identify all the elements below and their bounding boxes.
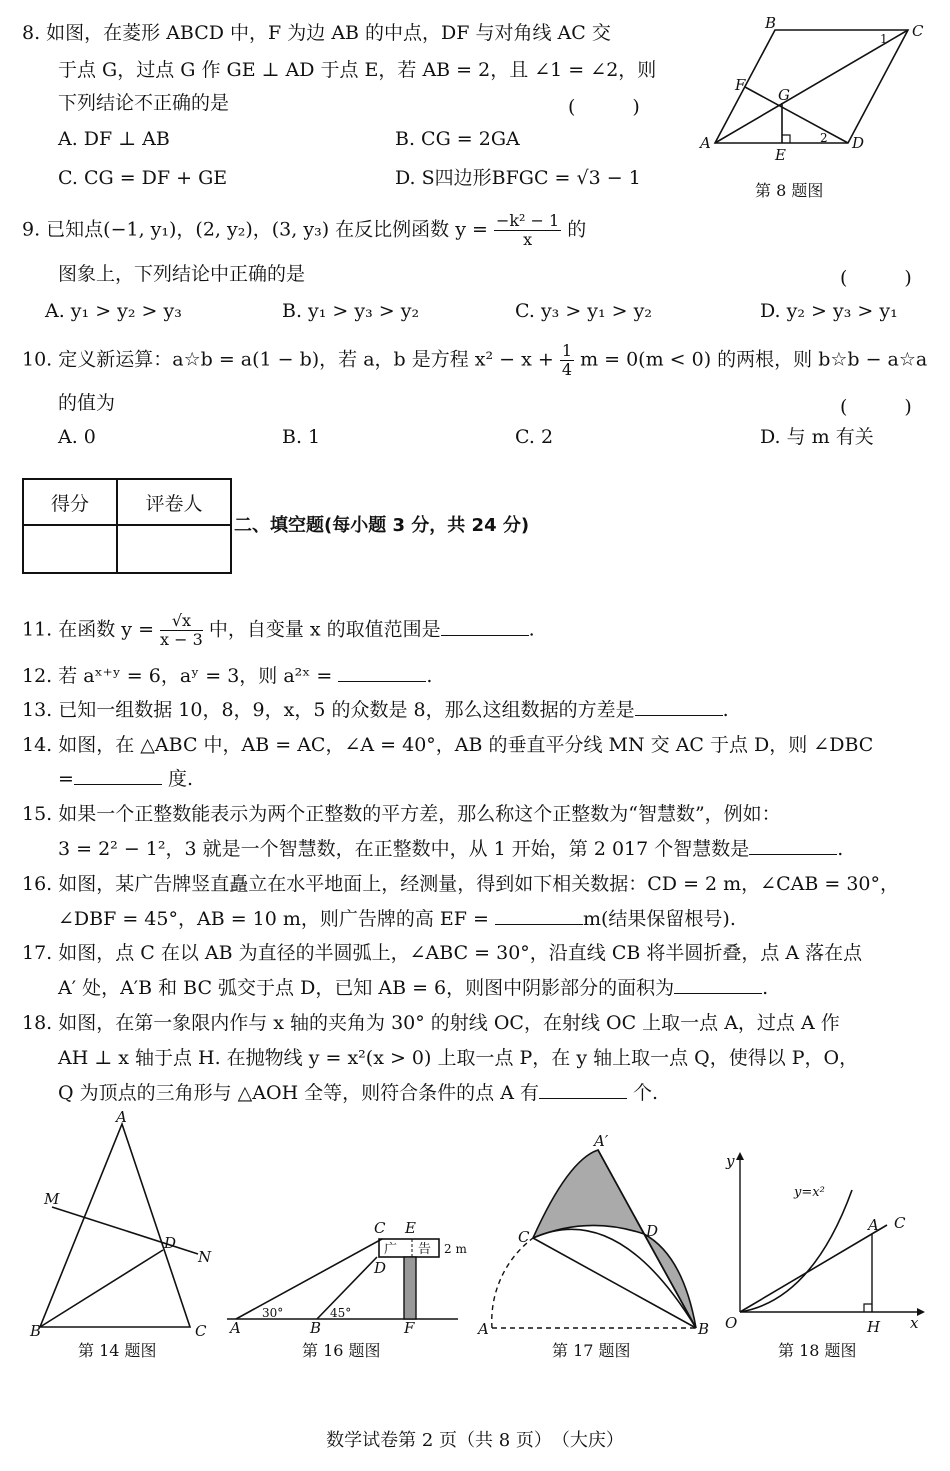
q14-eq: = <box>58 768 74 790</box>
q11-frac-den: x − 3 <box>160 630 203 649</box>
q13-text: 13. 已知一组数据 10，8，9，x，5 的众数是 8，那么这组数据的方差是 <box>22 699 635 721</box>
fig16-length: 2 m <box>444 1242 467 1256</box>
figure-8-caption: 第 8 题图 <box>755 181 824 200</box>
figure-18-caption: 第 18 题图 <box>778 1341 857 1360</box>
q9-frac-den: x <box>523 230 533 249</box>
figure-18-parabola <box>722 1150 932 1340</box>
q10-line1 <box>22 342 927 379</box>
svg-text:A: A <box>116 1108 127 1126</box>
q11-frac-num: √x <box>160 612 203 631</box>
q15-line2 <box>58 836 843 862</box>
svg-text:M: M <box>44 1190 60 1208</box>
svg-text:C: C <box>912 22 924 40</box>
q8-option-d: D. S四边形BFGC = √3 − 1 <box>395 167 641 189</box>
q13-blank <box>635 697 723 716</box>
svg-text:G: G <box>778 86 790 104</box>
q14-line1: 14. 如图，在 △ABC 中，AB = AC，∠A = 40°，AB 的垂直平分线 MN 交 AC 于点 D，则 ∠DBC <box>22 734 874 756</box>
q9-option-a: A. y₁ > y₂ > y₃ <box>45 300 182 322</box>
q18-line1: 18. 如图，在第一象限内作与 x 轴的夹角为 30° 的射线 OC，在射线 OC 上取一点 A，过点 A 作 <box>22 1012 840 1034</box>
q14-line2 <box>58 766 193 792</box>
svg-text:B: B <box>765 14 777 32</box>
q16-text: ∠DBF = 45°，AB = 10 m，则广告牌的高 EF = <box>58 908 489 930</box>
svg-text:C: C <box>195 1322 207 1340</box>
page-footer: 数学试卷第 2 页（共 8 页） （大庆） <box>326 1430 624 1451</box>
q17-end: . <box>762 977 769 999</box>
q13-line <box>22 697 729 723</box>
q16-unit: m(结果保留根号). <box>583 908 736 930</box>
q11-end: . <box>528 618 535 641</box>
svg-text:C: C <box>374 1219 386 1237</box>
q15-line1: 15. 如果一个正整数能表示为两个正整数的平方差，那么称这个正整数为“智慧数”，例如： <box>22 803 781 825</box>
score-label: 得分 <box>23 479 117 525</box>
svg-text:B: B <box>310 1319 322 1337</box>
q17-blank <box>674 975 762 994</box>
q18-text: Q 为顶点的三角形与 △AOH 全等，则符合条件的点 A 有 <box>58 1082 539 1104</box>
q10-prefix: 10. 定义新运算：a☆b = a(1 − b)，若 a，b 是方程 x² − x + <box>22 348 554 371</box>
section-title: 二、填空题(每小题 3 分，共 24 分) <box>234 515 530 536</box>
fig16-angle-a: 30° <box>262 1306 284 1320</box>
q16-line1: 16. 如图，某广告牌竖直矗立在水平地面上，经测量，得到如下相关数据：CD = 2 m，∠CAB = 30°， <box>22 873 899 895</box>
q9-frac-num: −k² − 1 <box>495 211 560 230</box>
q11-blank <box>441 617 529 636</box>
q12-blank <box>338 663 426 682</box>
figure-17-caption: 第 17 题图 <box>552 1341 631 1360</box>
svg-text:y: y <box>726 1152 735 1170</box>
q8-answer-paren: ( ) <box>568 96 640 118</box>
q12-text: 12. 若 aˣ⁺ʸ = 6，aʸ = 3，则 a²ˣ = <box>22 665 333 687</box>
q16-blank <box>495 906 583 925</box>
q9-option-c: C. y₃ > y₁ > y₂ <box>515 300 652 322</box>
q15-text: 3 = 2² − 1²，3 就是一个智慧数，在正整数中，从 1 开始，第 2 017 个智慧数是 <box>58 838 750 860</box>
svg-text:C: C <box>518 1228 530 1246</box>
q14-unit: 度. <box>167 768 194 790</box>
q10-option-a: A. 0 <box>58 426 96 448</box>
svg-text:A: A <box>230 1319 241 1337</box>
q9-option-d: D. y₂ > y₃ > y₁ <box>760 300 898 322</box>
q11-suffix: 中，自变量 x 的取值范围是 <box>208 618 441 641</box>
svg-text:B: B <box>30 1322 42 1340</box>
figure-14-triangle <box>30 1108 220 1342</box>
q13-end: . <box>722 699 729 721</box>
svg-text:D: D <box>646 1222 659 1240</box>
q18-line2: AH ⊥ x 轴于点 H. 在抛物线 y = x²(x > 0) 上取一点 P，在 y 轴上取一点 Q，使得以 P，O， <box>58 1047 859 1069</box>
q15-blank <box>749 836 837 855</box>
q11-line <box>22 612 535 649</box>
svg-text:B: B <box>698 1320 710 1338</box>
q8-line2: 于点 G，过点 G 作 GE ⊥ AD 于点 E，若 AB = 2，且 ∠1 = ∠2，则 <box>58 59 657 81</box>
q9-suffix: 的 <box>567 218 587 241</box>
figure-16-billboard <box>222 1215 472 1335</box>
q10-option-c: C. 2 <box>515 426 554 448</box>
q14-blank <box>74 766 162 785</box>
q17-line1: 17. 如图，点 C 在以 AB 为直径的半圆弧上，∠ABC = 30°，沿直线 CB 将半圆折叠，点 A 落在点 <box>22 942 863 964</box>
q11-fraction <box>160 612 203 649</box>
q12-end: . <box>426 665 433 687</box>
q8-line3: 下列结论不正确的是 <box>58 92 230 114</box>
q8-option-a: A. DF ⊥ AB <box>58 128 170 150</box>
q8-option-b: B. CG = 2GA <box>395 128 520 150</box>
q9-line1 <box>22 212 586 249</box>
q9-prefix: 9. 已知点(−1, y₁)，(2, y₂)，(3, y₃) 在反比例函数 y = <box>22 218 488 241</box>
q18-blank <box>539 1080 627 1099</box>
q18-unit: 个. <box>633 1082 659 1104</box>
q8-option-c: C. CG = DF + GE <box>58 167 228 189</box>
svg-text:O: O <box>725 1314 738 1332</box>
q10-frac-num: 1 <box>561 341 573 360</box>
q17-line2 <box>58 975 768 1001</box>
svg-text:A: A <box>478 1320 489 1338</box>
figure-17-semicircle <box>478 1130 713 1340</box>
q9-fraction <box>494 212 561 249</box>
svg-text:D: D <box>852 134 865 152</box>
q16-line2 <box>58 906 736 932</box>
svg-text:x: x <box>910 1314 919 1332</box>
grader-cell <box>117 525 231 573</box>
q9-option-b: B. y₁ > y₃ > y₂ <box>282 300 420 322</box>
svg-text:2: 2 <box>820 131 828 145</box>
figure-8-rhombus <box>700 14 930 168</box>
q11-prefix: 11. 在函数 y = <box>22 618 154 641</box>
q9-answer-paren: ( ) <box>840 267 912 289</box>
fig16-board-right: 告 <box>418 1242 432 1257</box>
svg-text:A: A <box>700 134 711 152</box>
q17-text: A′ 处，A′B 和 BC 弧交于点 D，已知 AB = 6，则图中阴影部分的面积为 <box>58 977 675 999</box>
score-cell <box>23 525 117 573</box>
fig16-angle-b: 45° <box>330 1306 352 1320</box>
svg-text:F: F <box>404 1319 415 1337</box>
q15-end: . <box>837 838 844 860</box>
fig18-curve-label: y=x² <box>794 1185 825 1200</box>
svg-text:D: D <box>164 1234 177 1252</box>
svg-text:A: A <box>868 1216 879 1234</box>
figure-16-caption: 第 16 题图 <box>302 1341 381 1360</box>
svg-text:H: H <box>867 1318 881 1336</box>
score-box <box>22 478 232 574</box>
q10-answer-paren: ( ) <box>840 396 912 418</box>
q10-option-d: D. 与 m 有关 <box>760 426 874 448</box>
q8-line1: 8. 如图，在菱形 ABCD 中，F 为边 AB 的中点，DF 与对角线 AC 交 <box>22 22 611 44</box>
svg-text:C: C <box>894 1214 906 1232</box>
svg-text:N: N <box>198 1248 212 1266</box>
q10-option-b: B. 1 <box>282 426 321 448</box>
q9-line2: 图象上，下列结论中正确的是 <box>58 263 306 285</box>
grader-label: 评卷人 <box>117 479 231 525</box>
q10-line2: 的值为 <box>58 392 116 414</box>
svg-text:D: D <box>374 1259 387 1277</box>
svg-text:F: F <box>735 76 746 94</box>
fig16-board-left: 广 <box>384 1242 398 1257</box>
q10-frac-den: 4 <box>561 360 573 379</box>
q10-fraction <box>560 342 574 379</box>
svg-text:E: E <box>775 146 786 164</box>
figure-14-caption: 第 14 题图 <box>78 1341 157 1360</box>
svg-text:A′: A′ <box>594 1132 609 1150</box>
q10-suffix: m = 0(m < 0) 的两根，则 b☆b − a☆a <box>580 348 928 371</box>
q18-line3 <box>58 1080 658 1106</box>
svg-text:1: 1 <box>880 32 888 46</box>
q12-line <box>22 663 432 689</box>
svg-text:E: E <box>405 1219 416 1237</box>
